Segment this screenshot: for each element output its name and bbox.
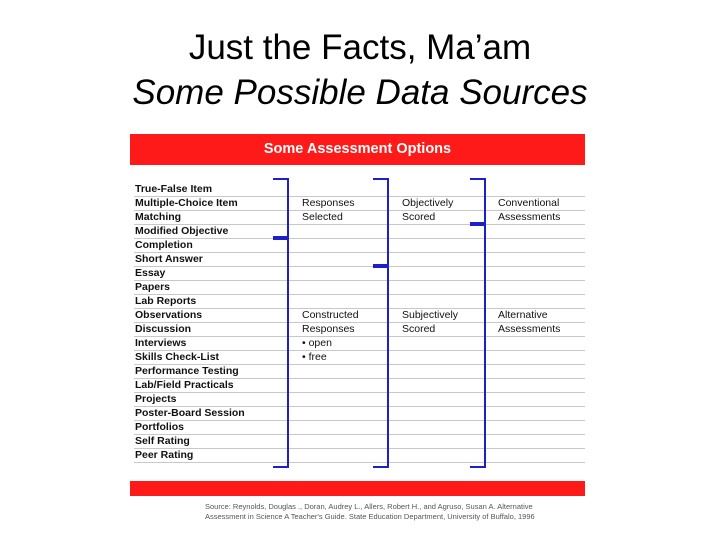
bracket-constructed-responses — [273, 236, 289, 468]
slide-title: Just the Facts, Ma’am — [188, 28, 532, 67]
group1-col2-line2: Scored — [402, 211, 436, 223]
figure-bottom-banner — [130, 481, 585, 496]
table-row — [134, 448, 585, 463]
group2-col1-line1: Constructed — [302, 309, 359, 321]
assessment-item-label: Performance Testing — [135, 365, 239, 377]
slide-subtitle: Some Possible Data Sources — [132, 73, 588, 112]
assessment-item-label: Essay — [135, 267, 166, 279]
bracket-responses-selected — [273, 178, 289, 240]
source-line: Assessment in Science A Teacher's Guide. State Education Department, University of Buffalo, 1996 — [205, 512, 535, 521]
assessment-item-label: Short Answer — [135, 253, 203, 265]
table-row — [134, 336, 585, 351]
source-line: Source: Reynolds, Douglas ., Doran, Audrey L., Allers, Robert H., and Agruso, Susan A. Alternative — [205, 502, 533, 511]
table-row — [134, 196, 585, 211]
group2-col2-line1: Subjectively — [402, 309, 459, 321]
table-row — [134, 364, 585, 379]
figure-source-citation — [205, 502, 535, 522]
assessment-item-label: Papers — [135, 281, 171, 293]
assessment-item-label: Peer Rating — [135, 449, 194, 461]
group1-col3-line1: Conventional — [498, 197, 560, 209]
table-row — [134, 308, 585, 323]
table-row — [134, 322, 585, 337]
assessment-item-label: Lab/Field Practicals — [135, 379, 234, 391]
figure-title: Some Assessment Options — [263, 141, 452, 157]
assessment-item-label: Matching — [135, 211, 182, 223]
group2-col1-line3: • open — [302, 337, 332, 349]
table-row — [134, 350, 585, 365]
assessment-item-label: Completion — [135, 239, 193, 251]
group1-col3-line2: Assessments — [498, 211, 561, 223]
table-row — [134, 420, 585, 435]
table-row — [134, 252, 585, 267]
assessment-item-label: Lab Reports — [135, 295, 197, 307]
group2-col3-line1: Alternative — [498, 309, 548, 321]
assessment-item-label: True-False Item — [135, 183, 213, 195]
bracket-subjectively-scored — [373, 264, 389, 468]
figure-title-banner — [130, 134, 585, 165]
table-row — [134, 280, 585, 295]
table-row — [134, 294, 585, 309]
table-row — [134, 434, 585, 449]
bracket-alternative-assessments — [470, 222, 486, 468]
table-row — [134, 182, 585, 197]
group1-col1-line2: Selected — [302, 211, 343, 223]
bracket-conventional-assessments — [470, 178, 486, 226]
group1-col2-line1: Objectively — [402, 197, 454, 209]
table-row — [134, 266, 585, 281]
assessment-item-label: Discussion — [135, 323, 192, 335]
bracket-objectively-scored — [373, 178, 389, 268]
group2-col3-line2: Assessments — [498, 323, 561, 335]
assessment-item-label: Modified Objective — [135, 225, 229, 237]
assessment-item-label: Portfolios — [135, 421, 184, 433]
assessment-item-label: Skills Check-List — [135, 351, 220, 363]
table-row — [134, 406, 585, 421]
group2-col1-line4: • free — [302, 351, 327, 363]
assessment-item-label: Self Rating — [135, 435, 190, 447]
table-row — [134, 392, 585, 407]
assessment-options-figure — [130, 134, 585, 496]
table-row — [134, 378, 585, 393]
group2-col1-line2: Responses — [302, 323, 355, 335]
table-row — [134, 238, 585, 253]
assessment-item-label: Observations — [135, 309, 203, 321]
group1-col1-line1: Responses — [302, 197, 355, 209]
assessment-item-label: Poster-Board Session — [135, 407, 245, 419]
assessment-item-label: Interviews — [135, 337, 187, 349]
assessment-item-label: Multiple-Choice Item — [135, 197, 238, 209]
assessment-item-label: Projects — [135, 393, 177, 405]
group2-col2-line2: Scored — [402, 323, 436, 335]
table-row — [134, 210, 585, 225]
table-row — [134, 224, 585, 239]
